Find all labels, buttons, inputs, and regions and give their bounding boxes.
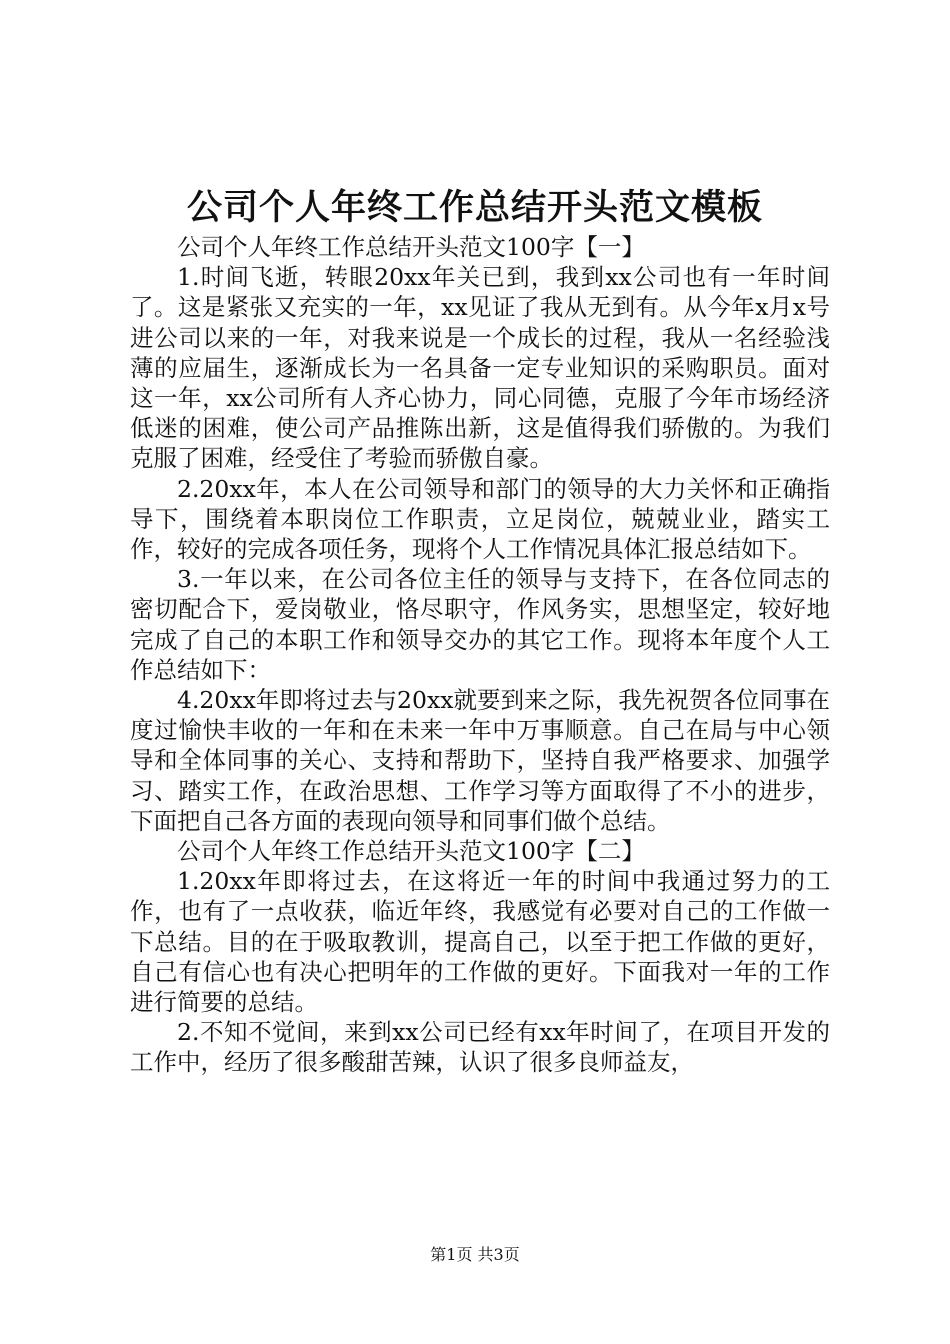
paragraph: 3.一年以来，在公司各位主任的领导与支持下，在各位同志的密切配合下，爱岗敬业，恪尽职守，作风务实，思想坚定，较好地完成了自己的本职工作和领导交办的其它工作。现将本年度个人工作总结如下：: [130, 565, 830, 684]
document-body: [130, 232, 830, 1078]
paragraph: 1.20xx年即将过去，在这将近一年的时间中我通过努力的工作，也有了一点收获，临近年终，我感觉有必要对自己的工作做一下总结。目的在于吸取教训，提高自己，以至于把工作做的更好，自己有信心也有决心把明年的工作做的更好。下面我对一年的工作进行简要的总结。: [130, 867, 830, 1017]
paragraph: 1.时间飞逝，转眼20xx年关已到，我到xx公司也有一年时间了。这是紧张又充实的一年，xx见证了我从无到有。从今年x月x号进公司以来的一年，对我来说是一个成长的过程，我从一名经验浅薄的应届生，逐渐成长为一名具备一定专业知识的采购职员。面对这一年，xx公司所有人齐心协力，同心同德，克服了今年市场经济低迷的困难，使公司产品推陈出新，这是值得我们骄傲的。为我们克服了困难，经受住了考验而骄傲自豪。: [130, 263, 830, 473]
page-footer: 第1页 共3页: [430, 1245, 520, 1264]
paragraph: 2.20xx年，本人在公司领导和部门的领导的大力关怀和正确指导下，围绕着本职岗位工作职责，立足岗位，兢兢业业，踏实工作，较好的完成各项任务，现将个人工作情况具体汇报总结如下。: [130, 474, 830, 564]
paragraph: 2.不知不觉间，来到xx公司已经有xx年时间了，在项目开发的工作中，经历了很多酸甜苦辣，认识了很多良师益友，: [130, 1018, 830, 1077]
section-heading-1: 公司个人年终工作总结开头范文100字【一】: [177, 233, 645, 261]
section-heading-2: 公司个人年终工作总结开头范文100字【二】: [177, 837, 645, 866]
document-title: 公司个人年终工作总结开头范文模板: [186, 187, 763, 228]
paragraph: 4.20xx年即将过去与20xx就要到来之际，我先祝贺各位同事在度过愉快丰收的一年和在未来一年中万事顺意。自己在局与中心领导和全体同事的关心、支持和帮助下，坚持自我严格要求、加强学习、踏实工作，在政治思想、工作学习等方面取得了不小的进步，下面把自己各方面的表现向领导和同事们做个总结。: [130, 686, 830, 835]
